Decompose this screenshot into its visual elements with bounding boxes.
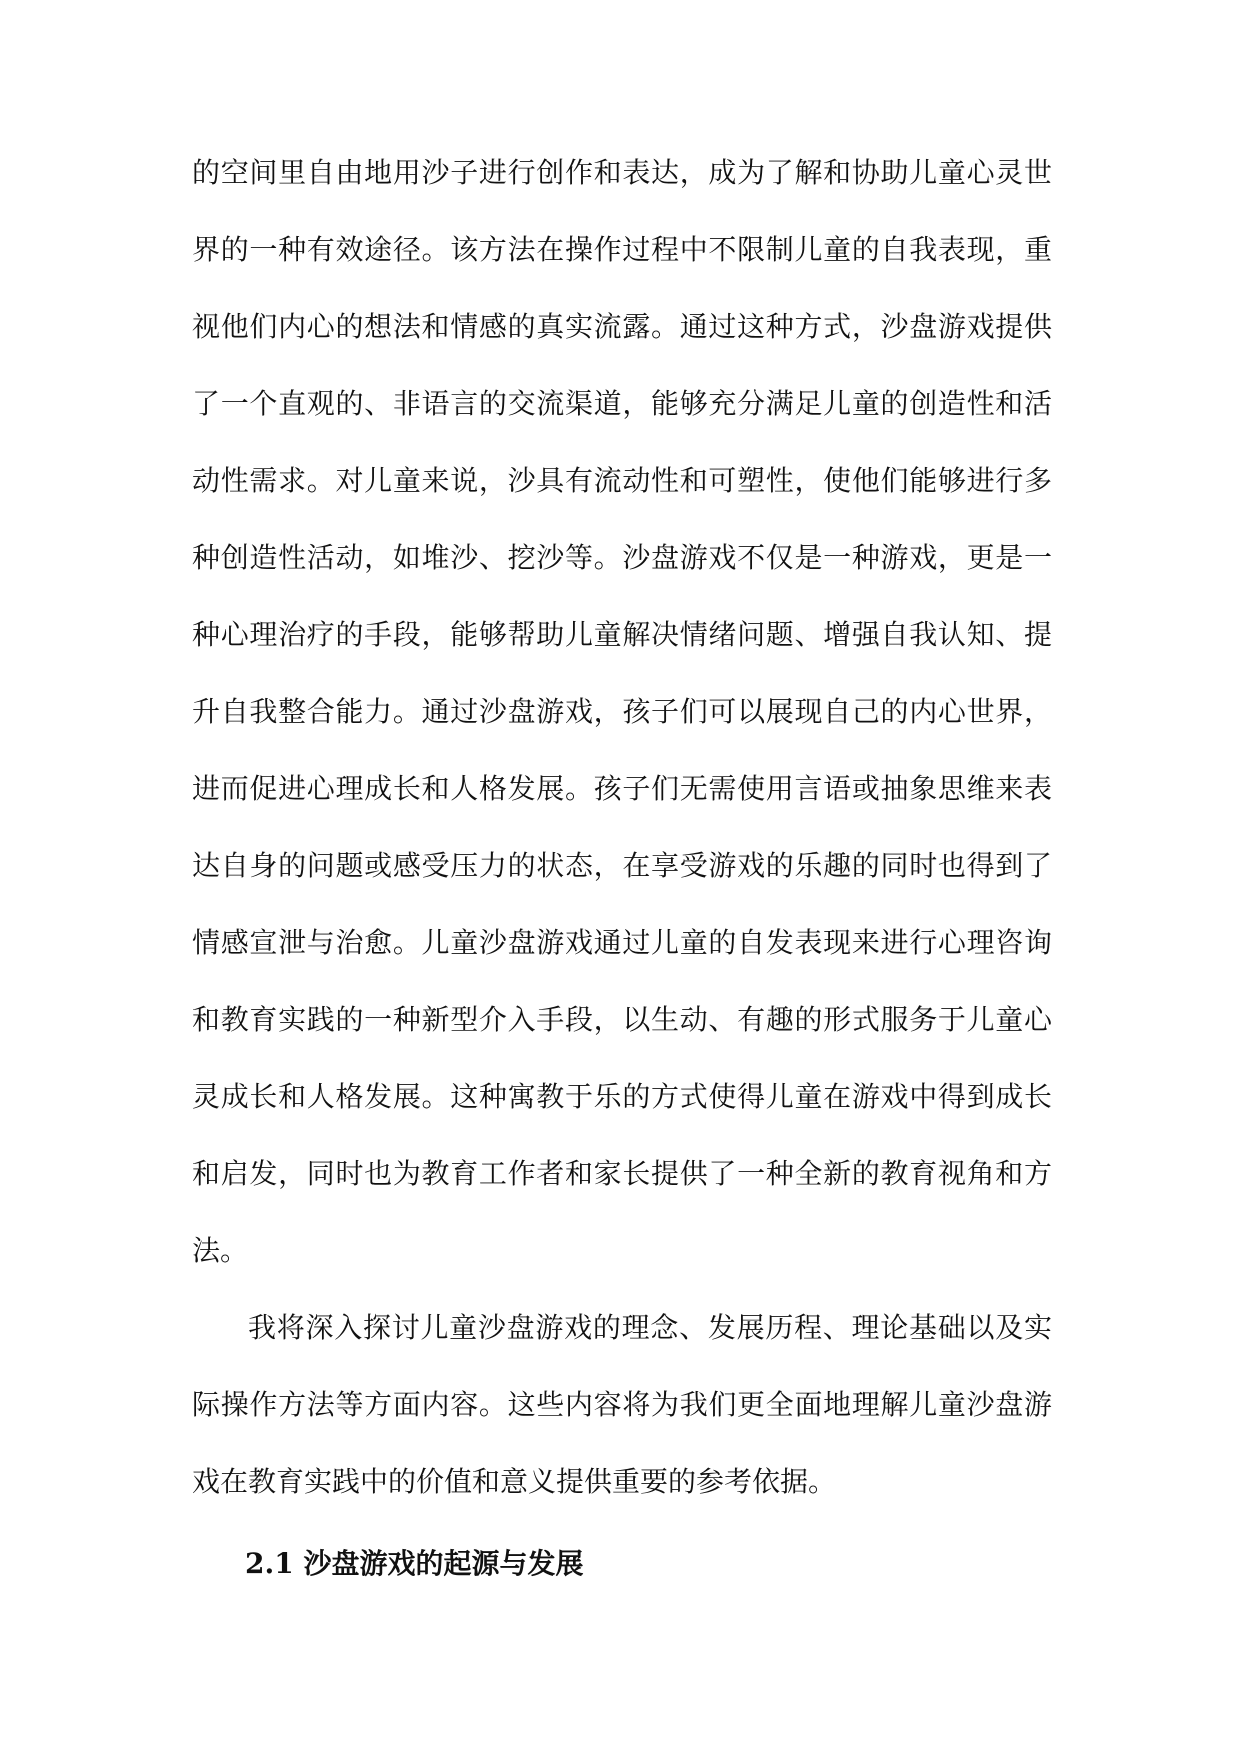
section-heading: 2.1 沙盘游戏的起源与发展 [245,1547,584,1580]
paragraph [192,150,1052,1305]
text-line: 际操作方法等方面内容。这些内容将为我们更全面地理解儿童沙盘游 [192,1388,1052,1421]
text-line: 种心理治疗的手段，能够帮助儿童解决情绪问题、增强自我认知、提 [192,618,1052,651]
text-line: 动性需求。对儿童来说，沙具有流动性和可塑性，使他们能够进行多 [192,464,1052,497]
text-line: 和教育实践的一种新型介入手段，以生动、有趣的形式服务于儿童心 [192,1003,1052,1036]
text-line: 了一个直观的、非语言的交流渠道，能够充分满足儿童的创造性和活 [192,387,1052,420]
text-line: 种创造性活动，如堆沙、挖沙等。沙盘游戏不仅是一种游戏，更是一 [192,541,1052,574]
text-line: 灵成长和人格发展。这种寓教于乐的方式使得儿童在游戏中得到成长 [192,1080,1052,1113]
text-line: 升自我整合能力。通过沙盘游戏，孩子们可以展现自己的内心世界， [192,695,1052,728]
text-line: 我将深入探讨儿童沙盘游戏的理念、发展历程、理论基础以及实 [248,1311,1052,1344]
text-line: 界的一种有效途径。该方法在操作过程中不限制儿童的自我表现，重 [192,233,1052,266]
text-line: 法。 [192,1234,249,1267]
text-line: 进而促进心理成长和人格发展。孩子们无需使用言语或抽象思维来表 [192,772,1052,805]
text-line: 情感宣泄与治愈。儿童沙盘游戏通过儿童的自发表现来进行心理咨询 [192,926,1052,959]
text-line: 视他们内心的想法和情感的真实流露。通过这种方式，沙盘游戏提供 [192,310,1052,343]
paragraph [192,1305,1052,1536]
text-line: 和启发，同时也为教育工作者和家长提供了一种全新的教育视角和方 [192,1157,1052,1190]
text-line: 的空间里自由地用沙子进行创作和表达，成为了解和协助儿童心灵世 [192,156,1052,189]
text-line: 戏在教育实践中的价值和意义提供重要的参考依据。 [192,1465,837,1498]
document-body [192,150,1052,1536]
text-line: 达自身的问题或感受压力的状态，在享受游戏的乐趣的同时也得到了 [192,849,1052,882]
